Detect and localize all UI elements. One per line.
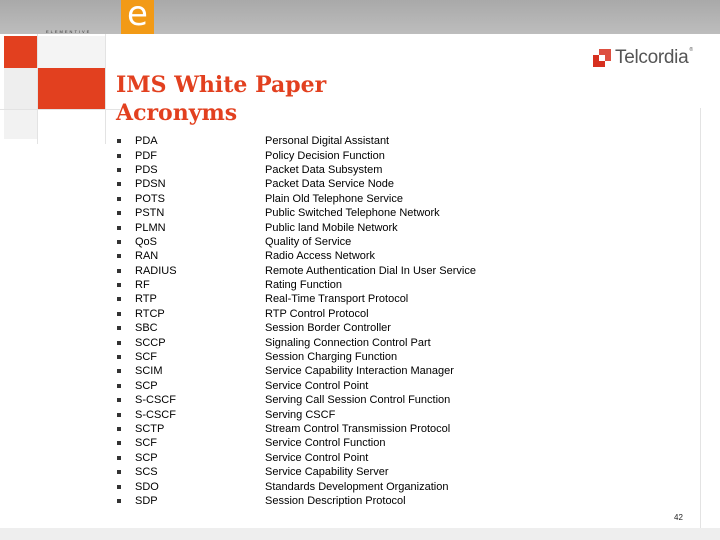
acronym-definition: Session Charging Function [265,351,398,364]
acronym-row [117,364,517,378]
square-bullet-icon [117,254,121,258]
acronym-row [117,148,517,162]
square-bullet-icon [117,355,121,359]
square-bullet-icon [117,369,121,373]
element-logo-icon [121,0,154,34]
acronym-abbreviation: PDSN [135,178,166,191]
acronym-row [117,350,517,364]
square-bullet-icon [117,398,121,402]
acronym-definition: Radio Access Network [265,250,376,263]
acronym-abbreviation: PLMN [135,221,166,234]
square-bullet-icon [117,384,121,388]
title-line: IMS White Paper [116,72,327,98]
acronym-definition: Public land Mobile Network [265,221,398,234]
square-bullet-icon [117,326,121,330]
decorative-square-orange-small [4,36,37,69]
acronym-definition: Service Capability Server [265,466,389,479]
acronym-definition: Real-Time Transport Protocol [265,293,409,306]
acronym-definition: Stream Control Transmission Protocol [265,423,451,435]
square-bullet-icon [117,240,121,244]
square-bullet-icon [117,297,121,301]
page-number: 42 [674,513,683,522]
element-logo-word: ELEMENTIVE [46,29,92,34]
acronym-abbreviation: RTCP [135,307,165,320]
acronym-abbreviation: RADIUS [135,264,177,277]
acronym-definition: Personal Digital Assistant [265,135,390,148]
acronym-abbreviation: SCF [135,437,157,450]
acronym-abbreviation: SCCP [135,336,166,349]
acronym-row [117,206,517,220]
square-bullet-icon [117,427,121,431]
acronym-row [117,422,517,436]
acronym-row [117,307,517,321]
acronym-abbreviation: PDF [135,149,157,162]
square-bullet-icon [117,154,121,158]
square-bullet-icon [117,197,121,201]
acronym-abbreviation: S-CSCF [135,394,176,407]
acronym-row [117,177,517,191]
acronym-row [117,321,517,335]
acronym-abbreviation: SCTP [135,423,165,435]
square-bullet-icon [117,413,121,417]
acronym-definition: Serving CSCF [265,408,336,421]
acronym-definition: Packet Data Subsystem [265,163,383,176]
acronym-row [117,134,517,148]
acronym-row [117,407,517,421]
element-logo-letter: e [127,0,148,34]
acronym-row [117,235,517,249]
square-bullet-icon [117,139,121,143]
acronym-row [117,436,517,450]
acronym-definition: Standards Development Organization [265,480,449,493]
acronym-row [117,393,517,407]
acronym-abbreviation: SBC [135,322,158,335]
acronym-abbreviation: RTP [135,293,157,306]
acronym-definition: Signaling Connection Control Part [265,336,431,349]
acronym-definition: Session Description Protocol [265,494,406,507]
acronym-abbreviation: SCP [135,379,158,392]
square-bullet-icon [117,168,121,172]
acronym-list [117,134,517,508]
square-bullet-icon [117,499,121,503]
acronym-row [117,292,517,306]
decorative-square-grey [4,68,37,109]
acronym-abbreviation: QoS [135,235,158,248]
acronym-row [117,163,517,177]
acronym-definition: Public Switched Telephone Network [265,207,440,220]
grid-line [37,34,38,144]
acronym-abbreviation: S-CSCF [135,408,176,421]
decorative-square-orange-large [38,68,105,109]
acronym-abbreviation: RAN [135,250,159,263]
bottom-bar [0,528,720,540]
acronym-definition: RTP Control Protocol [265,307,369,320]
acronym-definition: Session Border Controller [265,322,391,335]
square-bullet-icon [117,269,121,273]
acronym-row [117,192,517,206]
top-bar [0,0,720,34]
square-bullet-icon [117,283,121,287]
acronym-abbreviation: PDS [135,163,158,176]
square-bullet-icon [117,182,121,186]
acronym-abbreviation: SDP [135,494,158,507]
acronym-abbreviation: PSTN [135,207,165,220]
acronym-row [117,451,517,465]
grid-line [105,34,106,144]
acronym-definition: Policy Decision Function [265,149,385,162]
acronym-definition: Plain Old Telephone Service [265,192,403,205]
acronym-abbreviation: PDA [135,135,158,148]
square-bullet-icon [117,456,121,460]
telcordia-wordmark: Telcordia® [615,47,693,68]
telcordia-logo [592,46,693,70]
square-bullet-icon [117,485,121,489]
acronym-abbreviation: SCIM [135,365,163,378]
acronym-abbreviation: SDO [135,480,159,493]
acronym-definition: Packet Data Service Node [265,178,395,191]
telcordia-mark-icon [592,48,612,68]
square-bullet-icon [117,312,121,316]
square-bullet-icon [117,341,121,345]
square-bullet-icon [117,441,121,445]
acronym-row [117,220,517,234]
acronym-row [117,249,517,263]
acronym-definition: Rating Function [265,279,343,292]
acronym-abbreviation: SCP [135,451,158,464]
acronym-definition: Service Control Point [265,379,369,392]
grid-line [700,108,701,528]
acronym-row [117,264,517,278]
acronym-row [117,494,517,508]
acronym-abbreviation: POTS [135,192,165,205]
acronym-abbreviation: RF [135,279,150,292]
square-bullet-icon [117,226,121,230]
decorative-square-grey [4,109,37,139]
acronym-definition: Remote Authentication Dial In User Service [265,264,476,277]
acronym-abbreviation: SCS [135,466,158,479]
acronym-row [117,379,517,393]
acronym-abbreviation: SCF [135,351,157,364]
square-bullet-icon [117,211,121,215]
square-bullet-icon [117,470,121,474]
title-line: Acronyms [116,100,238,126]
acronym-row [117,465,517,479]
acronym-row [117,479,517,493]
page-title [116,71,326,127]
grid-line [0,109,120,110]
decorative-square-grey [38,36,105,69]
acronym-definition: Quality of Service [265,235,352,248]
acronym-definition: Service Control Function [265,437,386,450]
acronym-row [117,335,517,349]
acronym-definition: Service Control Point [265,451,369,464]
acronym-row [117,278,517,292]
acronym-definition: Serving Call Session Control Function [265,394,451,407]
acronym-definition: Service Capability Interaction Manager [265,365,454,378]
